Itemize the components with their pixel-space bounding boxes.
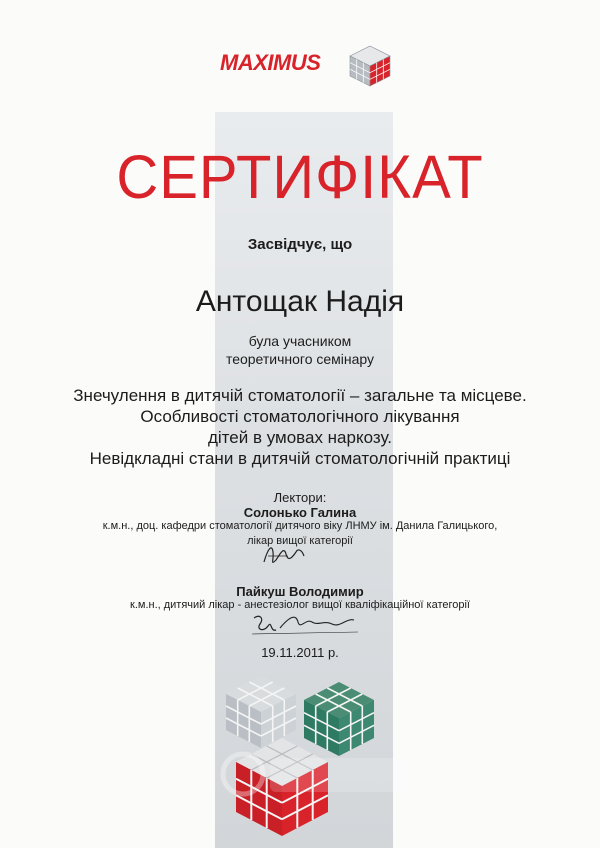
topic-line-3: дітей в умовах наркозу. xyxy=(207,428,392,447)
lecturer-1-name: Солонько Галина xyxy=(243,505,357,520)
maximus-logo xyxy=(220,44,395,88)
lecturers-heading: Лектори: xyxy=(273,490,327,505)
certifies-text: Засвідчує, що xyxy=(247,236,353,253)
intro-line-1: була учасником xyxy=(248,333,352,349)
lecturer-1-signature xyxy=(258,540,308,570)
topic-line-1: Знечулення в дитячій стоматології – загальне та місцеве. xyxy=(73,386,527,405)
lecturer-2-description: к.м.н., дитячий лікар - анестезіолог вищої кваліфікаційної категорії xyxy=(130,599,470,611)
seminar-topic xyxy=(0,385,600,469)
logo-text: MAXIMUS xyxy=(220,50,321,75)
intro-line-2: теоретичного семінару xyxy=(225,351,375,367)
intro-text xyxy=(0,332,600,368)
certificate-title: СЕРТИФІКАТ xyxy=(116,143,484,212)
lecturer-2-signature xyxy=(250,610,360,638)
lecturer-1-desc-line-1: к.м.н., доц. кафедри стоматології дитячого віку ЛНМУ ім. Данила Галицького, xyxy=(102,520,498,532)
topic-line-4: Невідкладні стани в дитячій стоматологічній практиці xyxy=(89,449,511,468)
logo-cube-icon xyxy=(348,44,392,88)
recipient-name: Антощак Надія xyxy=(195,285,405,318)
lecturer-1-desc-line-2: лікар вищої категорії xyxy=(247,535,353,547)
watermark-icon xyxy=(215,744,415,804)
topic-line-2: Особливості стоматологічного лікування xyxy=(140,407,460,426)
lecturer-2-name: Пайкуш Володимир xyxy=(236,584,364,599)
certificate-date: 19.11.2011 р. xyxy=(261,645,339,660)
